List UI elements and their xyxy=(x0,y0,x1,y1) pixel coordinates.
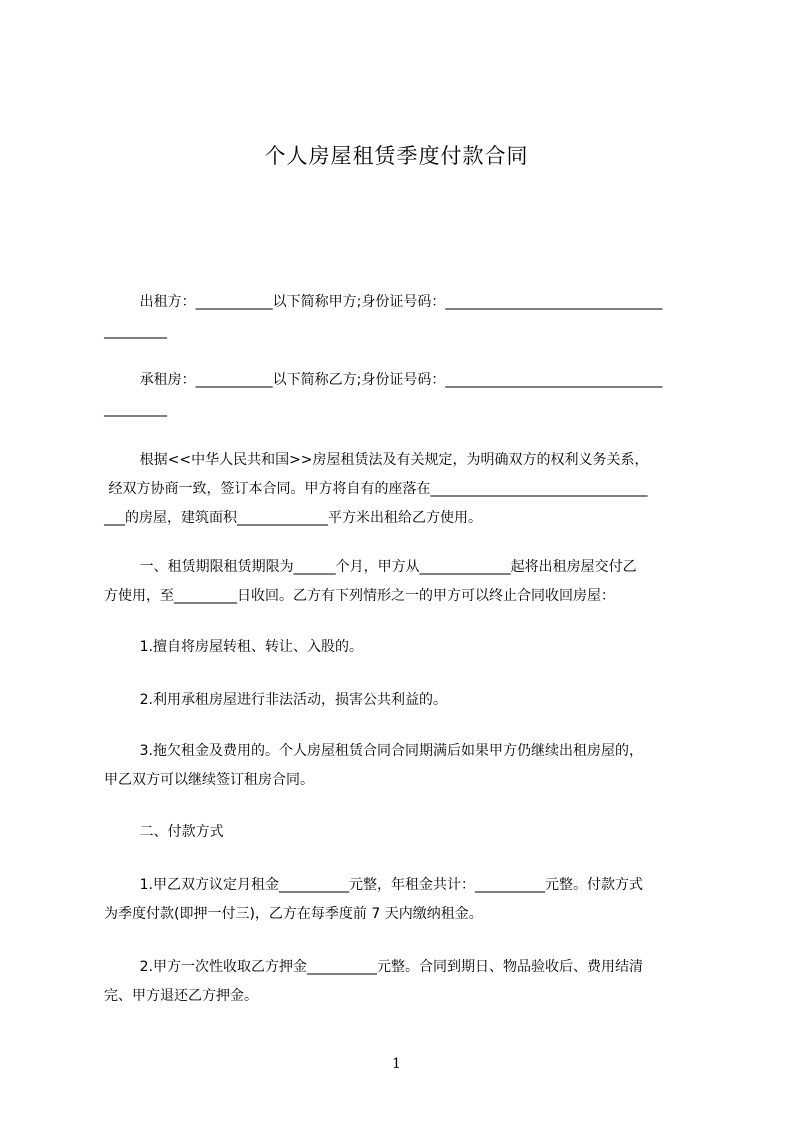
lessor-line: 出租方：___________以下简称甲方;身份证号码：_______________________________ _________ xyxy=(104,294,663,339)
deposit-clause: 2.甲方一次性收取乙方押金__________元整。合同到期日、物品验收后、费用结清 完、甲方退还乙方押金。 xyxy=(104,959,643,1004)
preamble-paragraph: 根据<<中华人民共和国>>房屋租赁法及有关规定，为明确双方的权利义务关系， 经双方协商一致，签订本合同。甲方将自有的座落在_______________________________ ___的房屋，建筑面积_____________平方米出租给乙方使用。 xyxy=(104,452,649,526)
section-lease-term: 一、租赁期限租赁期限为______个月，甲方从_____________起将出租房屋交付乙 方使用，至_________日收回。乙方有下列情形之一的甲方可以终止合同收回房屋： xyxy=(104,559,637,604)
payment-clause: 1.甲乙双方议定月租金__________元整，年租金共计：__________元整。付款方式 为季度付款(即押一付三)，乙方在每季度前 7 天内缴纳租金。 xyxy=(104,877,643,922)
page-number: 1 xyxy=(392,1056,401,1072)
lessee-line: 承租房：___________以下简称乙方;身份证号码：_______________________________ _________ xyxy=(104,372,663,417)
clause-item: 1.擅自将房屋转租、转让、入股的。 xyxy=(104,639,363,655)
clause-item: 3.拖欠租金及费用的。个人房屋租赁合同合同期满后如果甲方仍继续出租房屋的， 甲乙双方可以继续签订租房合同。 xyxy=(104,743,643,788)
page-title: 个人房屋租赁季度付款合同 xyxy=(264,144,529,168)
clause-item: 2.利用承租房屋进行非法活动，损害公共利益的。 xyxy=(104,692,447,708)
section-heading-payment: 二、付款方式 xyxy=(104,824,224,840)
